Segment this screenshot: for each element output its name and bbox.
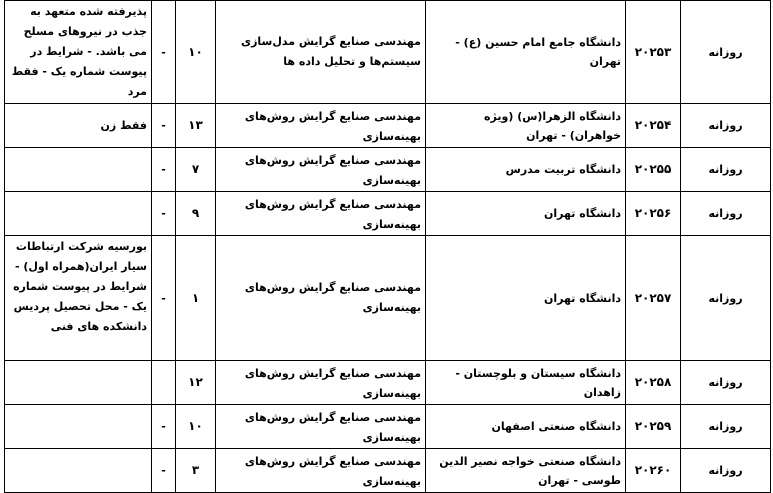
capacity-cell: ۱۰ <box>176 1 216 104</box>
capacity-cell: ۳ <box>176 449 216 493</box>
shift-cell: روزانه <box>681 148 771 192</box>
admissions-table <box>4 0 771 493</box>
field-cell: مهندسی صنایع گرایش روش‌های بهینه‌سازی <box>216 104 426 148</box>
shift-cell: روزانه <box>681 405 771 449</box>
table-row <box>5 192 771 236</box>
university-cell: دانشگاه صنعتی خواجه نصیر الدین طوسی - تهران <box>426 449 626 493</box>
dash-cell: - <box>152 1 176 104</box>
code-cell: ۲۰۲۵۵ <box>626 148 681 192</box>
shift-cell: روزانه <box>681 192 771 236</box>
code-cell: ۲۰۲۵۴ <box>626 104 681 148</box>
dash-cell: - <box>152 449 176 493</box>
field-cell: مهندسی صنایع گرایش مدل‌سازی سیستم‌ها و تحلیل داده ها <box>216 1 426 104</box>
capacity-cell: ۱ <box>176 236 216 361</box>
note-cell <box>5 405 152 449</box>
code-cell: ۲۰۲۵۳ <box>626 1 681 104</box>
university-cell: دانشگاه صنعتی اصفهان <box>426 405 626 449</box>
dash-cell: - <box>152 192 176 236</box>
shift-cell: روزانه <box>681 1 771 104</box>
dash-cell: - <box>152 104 176 148</box>
table-row <box>5 449 771 493</box>
capacity-cell: ۷ <box>176 148 216 192</box>
university-cell: دانشگاه الزهرا(س) (ویژه خواهران) - تهران <box>426 104 626 148</box>
university-cell: دانشگاه جامع امام حسین (ع) - تهران <box>426 1 626 104</box>
field-cell: مهندسی صنایع گرایش روش‌های بهینه‌سازی <box>216 449 426 493</box>
field-cell: مهندسی صنایع گرایش روش‌های بهینه‌سازی <box>216 361 426 405</box>
note-cell <box>5 361 152 405</box>
shift-cell: روزانه <box>681 104 771 148</box>
field-cell: مهندسی صنایع گرایش روش‌های بهینه‌سازی <box>216 236 426 361</box>
table-row <box>5 405 771 449</box>
table-row <box>5 236 771 361</box>
university-cell: دانشگاه سیستان و بلوچستان - زاهدان <box>426 361 626 405</box>
shift-cell: روزانه <box>681 361 771 405</box>
note-cell <box>5 148 152 192</box>
note-cell: فقط زن <box>5 104 152 148</box>
table-row <box>5 148 771 192</box>
note-cell <box>5 192 152 236</box>
note-cell <box>5 449 152 493</box>
code-cell: ۲۰۲۵۶ <box>626 192 681 236</box>
field-cell: مهندسی صنایع گرایش روش‌های بهینه‌سازی <box>216 405 426 449</box>
capacity-cell: ۱۳ <box>176 104 216 148</box>
table-row <box>5 361 771 405</box>
university-cell: دانشگاه تهران <box>426 236 626 361</box>
dash-cell <box>152 361 176 405</box>
dash-cell: - <box>152 405 176 449</box>
code-cell: ۲۰۲۶۰ <box>626 449 681 493</box>
code-cell: ۲۰۲۵۹ <box>626 405 681 449</box>
code-cell: ۲۰۲۵۸ <box>626 361 681 405</box>
table-row <box>5 104 771 148</box>
university-cell: دانشگاه تهران <box>426 192 626 236</box>
shift-cell: روزانه <box>681 236 771 361</box>
capacity-cell: ۹ <box>176 192 216 236</box>
field-cell: مهندسی صنایع گرایش روش‌های بهینه‌سازی <box>216 148 426 192</box>
dash-cell: - <box>152 148 176 192</box>
capacity-cell: ۱۲ <box>176 361 216 405</box>
table-row <box>5 1 771 104</box>
capacity-cell: ۱۰ <box>176 405 216 449</box>
university-cell: دانشگاه تربیت مدرس <box>426 148 626 192</box>
note-cell: پذیرفته شده متعهد به جذب در نیروهای مسلح می باشد. - شرایط در پیوست شماره یک - فقط مرد <box>5 1 152 104</box>
dash-cell: - <box>152 236 176 361</box>
field-cell: مهندسی صنایع گرایش روش‌های بهینه‌سازی <box>216 192 426 236</box>
note-cell: بورسیه شرکت ارتباطات سیار ایران(همراه اول) - شرایط در پیوست شماره یک - محل تحصیل پردیس دانشکده های فنی <box>5 236 152 361</box>
code-cell: ۲۰۲۵۷ <box>626 236 681 361</box>
shift-cell: روزانه <box>681 449 771 493</box>
